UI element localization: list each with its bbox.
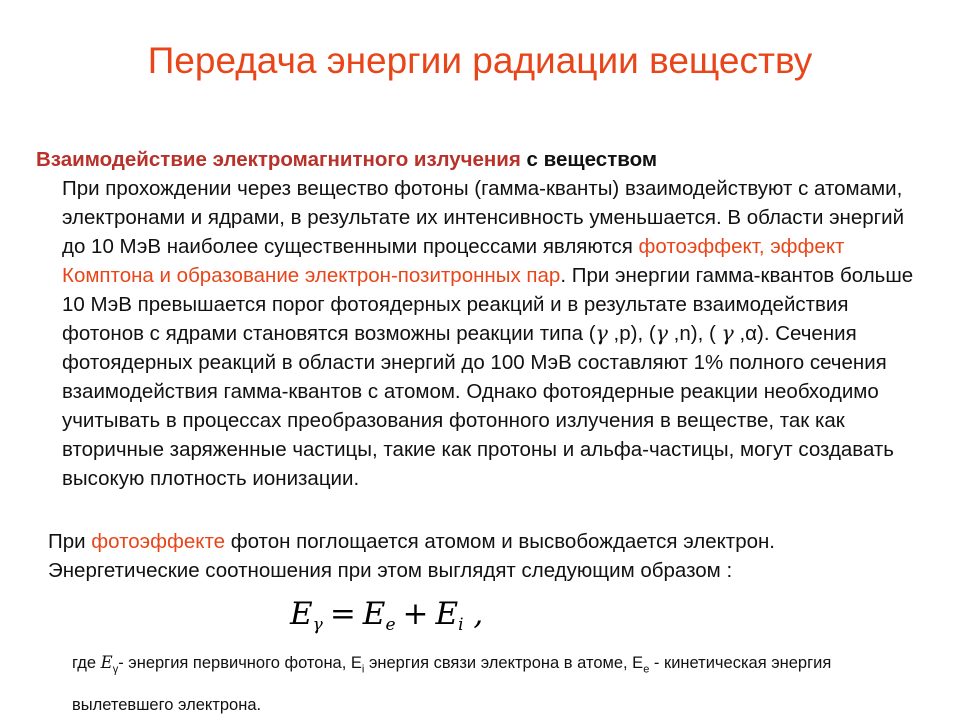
section-heading xyxy=(36,145,931,174)
definition-photon: - энергия первичного фотона, E xyxy=(118,654,362,672)
paragraph-end: ,α). Сечения фотоядерных реакций в области энергий до 100 МэВ составляют 1% полного сечения взаимодействия гамма-квантов с атомом. Однако фотоядерные реакции необходимо учитывать в процессах преобразования фотонного излучения в веществе, так как вторичные заряженные частицы, такие как протоны и альфа-частицы, могут создавать высокую плотность ионизации. xyxy=(62,322,894,490)
section-heading-rest: с веществом xyxy=(520,148,657,171)
formula-subscript: i xyxy=(458,615,464,635)
formula-subscript: γ xyxy=(312,615,323,635)
formula-comma: , xyxy=(463,596,484,632)
formula-operator: + xyxy=(402,596,429,632)
gamma-symbol: γ xyxy=(721,321,734,345)
definition-subscript: i xyxy=(361,663,365,676)
definitions-where: где xyxy=(72,654,101,672)
slide-title: Передача энергии радиации веществу xyxy=(147,40,813,81)
main-paragraph xyxy=(36,174,931,493)
formula-symbol: E xyxy=(290,596,313,632)
reaction-2: ,n), ( xyxy=(667,322,722,345)
formula-symbol: E xyxy=(435,596,459,632)
definition-binding: энергия связи электрона в атоме, E xyxy=(364,654,644,672)
photoeffect-paragraph xyxy=(48,527,838,585)
paragraph-mid: . При энергии гамма-квантов больше 10 МэВ превышается порог фотоядерных реакций и в результате взаимодействия фотонов с ядрами становятся возможны реакции типа ( xyxy=(62,264,914,345)
definition-kinetic: - кинетическая энергия вылетевшего электрона. xyxy=(72,654,832,715)
definitions-paragraph xyxy=(72,645,932,723)
gamma-symbol: γ xyxy=(595,321,608,345)
photoeffect-start: При xyxy=(48,530,92,553)
energy-formula xyxy=(290,596,483,635)
section-heading-accent: Взаимодействие электромагнитного излучения xyxy=(36,148,521,171)
photoeffect-rest: фотон поглощается атомом и высвобождается электрон. Энергетические соотношения при этом выглядят следующим образом : xyxy=(48,530,776,582)
main-text-block xyxy=(36,145,931,493)
formula-operator: = xyxy=(329,596,356,632)
gamma-symbol: γ xyxy=(655,321,668,345)
photoeffect-block xyxy=(48,527,838,585)
definition-subscript: γ xyxy=(112,663,119,676)
paragraph-start: При прохождении через вещество фотоны (гамма-кванты) взаимодействуют с атомами, электронами и ядрами, в результате их интенсивность уменьшается. В области энергий до 10 МэВ наиболее существенными процессами являются xyxy=(62,177,905,258)
reaction-1: ,p), ( xyxy=(607,322,656,345)
definitions-block xyxy=(72,645,932,723)
definition-symbol: E xyxy=(100,653,113,672)
formula-subscript: e xyxy=(385,615,396,635)
definition-subscript: e xyxy=(643,663,650,676)
photoeffect-highlight: фотоэффекте xyxy=(91,530,226,553)
processes-highlight: фотоэффект, эффект Комптона и образование электрон-позитронных пар xyxy=(62,235,845,287)
formula-symbol: E xyxy=(362,596,386,632)
